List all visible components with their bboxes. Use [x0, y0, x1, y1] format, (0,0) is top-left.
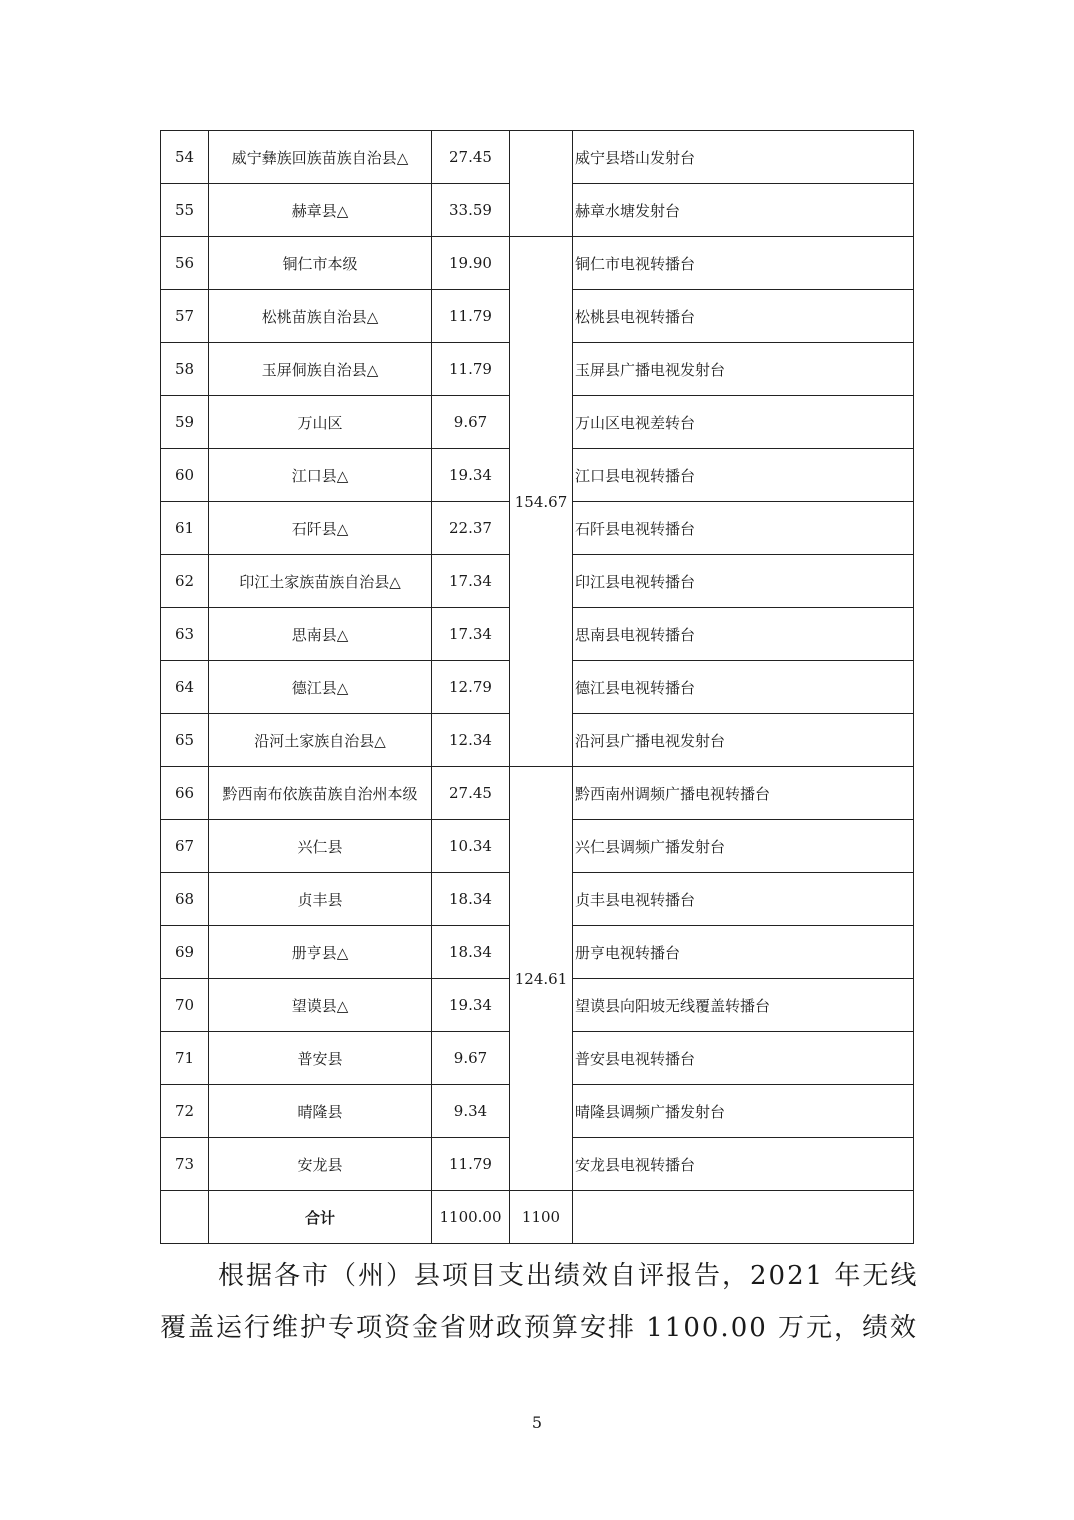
amount: 27.45 [432, 767, 510, 820]
station-name: 万山区电视差转台 [573, 396, 914, 449]
amount: 19.34 [432, 979, 510, 1032]
row-number: 63 [161, 608, 209, 661]
amount: 9.34 [432, 1085, 510, 1138]
total-station-blank [573, 1191, 914, 1244]
total-blank [161, 1191, 209, 1244]
county-name: 赫章县△ [209, 184, 432, 237]
row-number: 54 [161, 131, 209, 184]
station-name: 思南县电视转播台 [573, 608, 914, 661]
station-name: 德江县电视转播台 [573, 661, 914, 714]
station-name: 晴隆县调频广播发射台 [573, 1085, 914, 1138]
row-number: 73 [161, 1138, 209, 1191]
county-name: 普安县 [209, 1032, 432, 1085]
amount: 27.45 [432, 131, 510, 184]
amount: 9.67 [432, 1032, 510, 1085]
table-row [161, 237, 914, 290]
amount: 9.67 [432, 396, 510, 449]
amount: 17.34 [432, 555, 510, 608]
station-name: 印江县电视转播台 [573, 555, 914, 608]
station-name: 册亨电视转播台 [573, 926, 914, 979]
county-name: 松桃苗族自治县△ [209, 290, 432, 343]
county-name: 铜仁市本级 [209, 237, 432, 290]
row-number: 55 [161, 184, 209, 237]
station-name: 威宁县塔山发射台 [573, 131, 914, 184]
county-name: 望谟县△ [209, 979, 432, 1032]
funding-table [160, 130, 914, 1244]
row-number: 61 [161, 502, 209, 555]
amount: 18.34 [432, 873, 510, 926]
row-number: 58 [161, 343, 209, 396]
amount: 12.79 [432, 661, 510, 714]
station-name: 赫章水塘发射台 [573, 184, 914, 237]
row-number: 66 [161, 767, 209, 820]
row-number: 60 [161, 449, 209, 502]
total-amount: 1100.00 [432, 1191, 510, 1244]
group-total [510, 131, 573, 237]
amount: 11.79 [432, 343, 510, 396]
station-name: 望谟县向阳坡无线覆盖转播台 [573, 979, 914, 1032]
amount: 19.90 [432, 237, 510, 290]
row-number: 64 [161, 661, 209, 714]
county-name: 黔西南布依族苗族自治州本级 [209, 767, 432, 820]
amount: 12.34 [432, 714, 510, 767]
station-name: 松桃县电视转播台 [573, 290, 914, 343]
total-row [161, 1191, 914, 1244]
amount: 17.34 [432, 608, 510, 661]
station-name: 普安县电视转播台 [573, 1032, 914, 1085]
station-name: 沿河县广播电视发射台 [573, 714, 914, 767]
total-label: 合计 [209, 1191, 432, 1244]
row-number: 57 [161, 290, 209, 343]
row-number: 68 [161, 873, 209, 926]
county-name: 思南县△ [209, 608, 432, 661]
amount: 22.37 [432, 502, 510, 555]
body-paragraph-line-1: 根据各市（州）县项目支出绩效自评报告，2021 年无线 [218, 1261, 919, 1291]
county-name: 德江县△ [209, 661, 432, 714]
row-number: 67 [161, 820, 209, 873]
station-name: 石阡县电视转播台 [573, 502, 914, 555]
amount: 11.79 [432, 290, 510, 343]
station-name: 黔西南州调频广播电视转播台 [573, 767, 914, 820]
county-name: 兴仁县 [209, 820, 432, 873]
county-name: 江口县△ [209, 449, 432, 502]
county-name: 玉屏侗族自治县△ [209, 343, 432, 396]
row-number: 56 [161, 237, 209, 290]
row-number: 71 [161, 1032, 209, 1085]
amount: 10.34 [432, 820, 510, 873]
table-row [161, 131, 914, 184]
row-number: 62 [161, 555, 209, 608]
amount: 18.34 [432, 926, 510, 979]
county-name: 安龙县 [209, 1138, 432, 1191]
county-name: 沿河土家族自治县△ [209, 714, 432, 767]
body-paragraph-line-2: 覆盖运行维护专项资金省财政预算安排 1100.00 万元，绩效 [160, 1313, 919, 1343]
row-number: 69 [161, 926, 209, 979]
county-name: 册亨县△ [209, 926, 432, 979]
row-number: 65 [161, 714, 209, 767]
row-number: 70 [161, 979, 209, 1032]
station-name: 江口县电视转播台 [573, 449, 914, 502]
station-name: 兴仁县调频广播发射台 [573, 820, 914, 873]
county-name: 威宁彝族回族苗族自治县△ [209, 131, 432, 184]
amount: 11.79 [432, 1138, 510, 1191]
amount: 19.34 [432, 449, 510, 502]
group-total: 154.67 [510, 237, 573, 767]
county-name: 石阡县△ [209, 502, 432, 555]
table-row [161, 767, 914, 820]
amount: 33.59 [432, 184, 510, 237]
group-total: 124.61 [510, 767, 573, 1191]
county-name: 印江土家族苗族自治县△ [209, 555, 432, 608]
station-name: 铜仁市电视转播台 [573, 237, 914, 290]
station-name: 安龙县电视转播台 [573, 1138, 914, 1191]
county-name: 万山区 [209, 396, 432, 449]
station-name: 玉屏县广播电视发射台 [573, 343, 914, 396]
row-number: 59 [161, 396, 209, 449]
county-name: 晴隆县 [209, 1085, 432, 1138]
page-number: 5 [531, 1413, 543, 1432]
row-number: 72 [161, 1085, 209, 1138]
total-group-amount: 1100 [510, 1191, 573, 1244]
county-name: 贞丰县 [209, 873, 432, 926]
station-name: 贞丰县电视转播台 [573, 873, 914, 926]
